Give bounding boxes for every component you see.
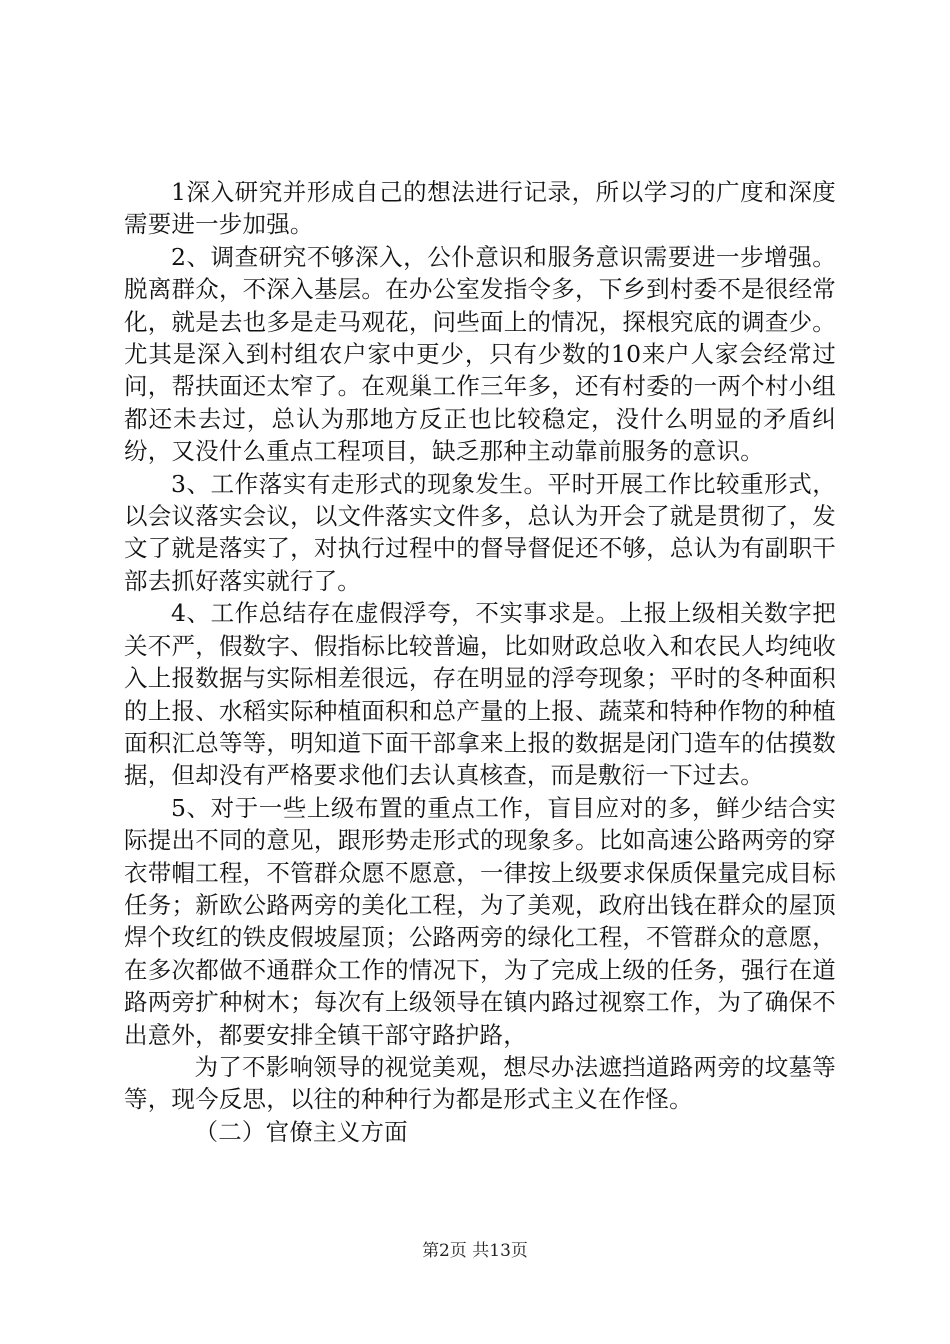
paragraph-3: 3、工作落实有走形式的现象发生。平时开展工作比较重形式，以会议落实会议，以文件落实文件多，总认为开会了就是贯彻了，发文了就是落实了，对执行过程中的督导督促还不够，总认为有副职干部去抓好落实就行了。 bbox=[124, 469, 836, 595]
paragraph-1: 1深入研究并形成自己的想法进行记录，所以学习的广度和深度需要进一步加强。 bbox=[124, 178, 836, 239]
paragraph-4: 4、工作总结存在虚假浮夸，不实事求是。上报上级相关数字把关不严，假数字、假指标比较普遍，比如财政总收入和农民人均纯收入上报数据与实际相差很远，存在明显的浮夸现象；平时的冬种面积的上报、水稻实际种植面积和总产量的上报、蔬菜和特种作物的种植面积汇总等等，明知道下面干部拿来上报的数据是闭门造车的估摸数据，但却没有严格要求他们去认真核查，而是敷衍一下过去。 bbox=[124, 599, 836, 790]
paragraph-2: 2、调查研究不够深入，公仆意识和服务意识需要进一步增强。脱离群众，不深入基层。在办公室发指令多，下乡到村委不是很经常化，就是去也多是走马观花，问些面上的情况，探根究底的调查少。尤其是深入到村组农户家中更少，只有少数的10来户人家会经常过问，帮扶面还太窄了。在观巢工作三年多，还有村委的一两个村小组都还未去过，总认为那地方反正也比较稳定，没什么明显的矛盾纠纷，又没什么重点工程项目，缺乏那种主动靠前服务的意识。 bbox=[124, 242, 836, 466]
section-heading: （二）官僚主义方面 bbox=[194, 1117, 408, 1146]
paragraph-6: 为了不影响领导的视觉美观，想尽办法遮挡道路两旁的坟墓等等，现今反思，以往的种种行为都是形式主义在作怪。 bbox=[124, 1052, 836, 1114]
document-body bbox=[124, 176, 836, 1148]
paragraph-5: 5、对于一些上级布置的重点工作，盲目应对的多，鲜少结合实际提出不同的意见，跟形势走形式的现象多。比如高速公路两旁的穿衣带帽工程，不管群众愿不愿意，一律按上级要求保质保量完成目标任务；新欧公路两旁的美化工程，为了美观，政府出钱在群众的屋顶焊个玫红的铁皮假坡屋顶；公路两旁的绿化工程，不管群众的意愿，在多次都做不通群众工作的情况下，为了完成上级的任务，强行在道路两旁扩种树木；每次有上级领导在镇内路过视察工作，为了确保不出意外，都要安排全镇干部守路护路， bbox=[124, 793, 836, 1049]
page-number-footer: 第2页 共13页 bbox=[422, 1241, 528, 1261]
